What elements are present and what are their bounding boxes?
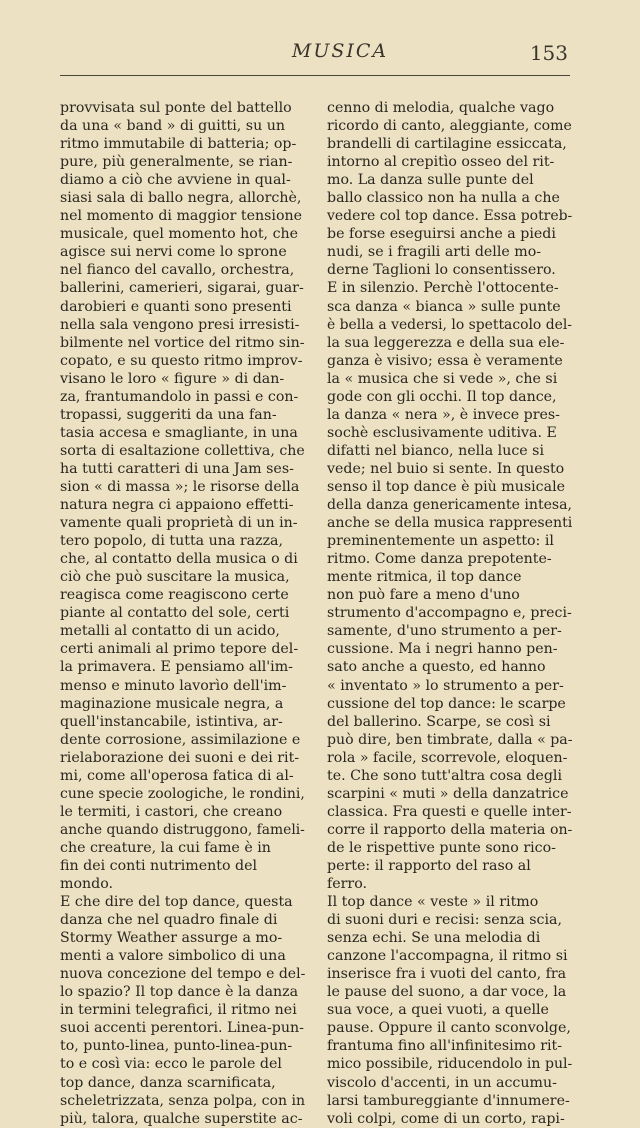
text-line: mente ritmica, il top dance xyxy=(327,569,522,586)
text-line: be forse eseguirsi anche a piedi xyxy=(327,226,556,243)
text-line: pause. Oppure il canto sconvolge, xyxy=(327,1020,571,1037)
text-line: musicale, quel momento hot, che xyxy=(60,226,299,243)
text-line: provvisata sul ponte del battello xyxy=(60,100,292,116)
text-line: sorta di esaltazione collettiva, che xyxy=(60,442,305,459)
text-line: senso il top dance è più musicale xyxy=(327,478,566,495)
text-line: to e così via: ecco le parole del xyxy=(60,1056,282,1073)
text-line: diamo a ciò che avviene in qual- xyxy=(60,172,291,189)
text-line: sion « di massa »; le risorse della xyxy=(60,478,300,495)
text-line: menti a valore simbolico di una xyxy=(60,948,286,965)
text-line: agisce sui nervi come lo sprone xyxy=(60,244,287,261)
text-line: ricordo di canto, aleggiante, come xyxy=(327,118,572,135)
right-column xyxy=(327,99,572,1128)
text-line: senza echi. Se una melodia di xyxy=(327,930,541,947)
text-line: mo. La danza sulle punte del xyxy=(327,172,534,189)
text-line: mico possibile, riducendolo in pul- xyxy=(327,1056,573,1073)
text-line: Stormy Weather assurge a mo- xyxy=(60,930,283,947)
text-line: larsi tambureggiante d'innumere- xyxy=(327,1092,570,1109)
text-line: samente, d'uno strumento a per- xyxy=(327,623,562,640)
text-line: le pause del suono, a dar voce, la xyxy=(327,984,567,1001)
text-line: che creature, la cui fame è in xyxy=(60,839,271,856)
text-line: top dance, danza scarnificata, xyxy=(60,1074,276,1091)
text-line: E che dire del top dance, questa xyxy=(60,894,293,911)
text-line: di suoni duri e recisi: senza scia, xyxy=(327,912,562,929)
text-line: vamente quali proprietà di un in- xyxy=(60,515,298,532)
text-line: sato anche a questo, ed hanno xyxy=(327,659,546,676)
text-line: strumento d'accompagno e, preci- xyxy=(327,605,572,622)
text-line: te. Che sono tutt'altra cosa degli xyxy=(327,767,562,784)
text-line: ferro. xyxy=(327,876,368,893)
text-line: vede; nel buio si sente. In questo xyxy=(327,460,565,477)
text-line: za, frantumandolo in passi e con- xyxy=(60,388,299,405)
text-line: nel momento di maggior tensione xyxy=(60,208,303,225)
text-line: nella sala vengono presi irresisti- xyxy=(60,316,300,333)
text-line: dente corrosione, assimilazione e xyxy=(60,731,301,748)
text-line: rola » facile, scorrevole, eloquen- xyxy=(327,749,568,766)
text-line: non può fare a meno d'uno xyxy=(327,587,520,604)
text-line: cussione del top dance: le scarpe xyxy=(327,695,566,712)
text-line: è bella a vedersi, lo spettacolo del- xyxy=(327,316,572,333)
text-line: gode con gli occhi. Il top dance, xyxy=(327,388,557,405)
text-line: scheletrizzata, senza polpa, con in xyxy=(60,1092,306,1109)
text-line: sua voce, a quei vuoti, a quelle xyxy=(327,1002,549,1019)
text-line: rielaborazione dei suoni e dei rit- xyxy=(60,749,300,766)
text-line: pure, più generalmente, se rian- xyxy=(60,154,293,171)
text-line: certi animali al primo tepore del- xyxy=(60,641,299,658)
text-line: Il top dance « veste » il ritmo xyxy=(327,894,539,911)
text-line: cenno di melodia, qualche vago xyxy=(327,100,555,116)
text-line: la « musica che si vede », che si xyxy=(327,370,558,387)
page-number: 153 xyxy=(529,41,568,65)
text-line: maginazione musicale negra, a xyxy=(60,695,284,712)
text-line: tero popolo, di tutta una razza, xyxy=(60,533,284,550)
text-line: copato, e su questo ritmo improv- xyxy=(60,352,303,369)
text-line: lo spazio? Il top dance è la danza xyxy=(60,984,299,1001)
text-line: preminentemente un aspetto: il xyxy=(327,533,554,550)
text-line: ha tutti caratteri di una Jam ses- xyxy=(60,460,294,477)
text-line: mondo. xyxy=(60,876,114,893)
text-line: più, talora, qualche superstite ac- xyxy=(60,1110,303,1127)
text-line: viscolo d'accenti, in un accumu- xyxy=(327,1074,557,1091)
text-line: suoi accenti perentori. Linea-pun- xyxy=(60,1020,304,1037)
text-line: ballerini, camerieri, sigarai, guar- xyxy=(60,280,304,297)
text-line: canzone l'accompagna, il ritmo si xyxy=(327,948,568,965)
text-line: de le rispettive punte sono rico- xyxy=(327,839,556,856)
text-line: ballo classico non ha nulla a che xyxy=(327,190,560,207)
page-header xyxy=(60,40,570,72)
text-line: visano le loro « figure » di dan- xyxy=(60,370,285,387)
text-line: difatti nel bianco, nella luce si xyxy=(327,442,545,459)
text-line: fin dei conti nutrimento del xyxy=(60,857,258,874)
text-line: ritmo. Come danza prepotente- xyxy=(327,551,552,568)
text-line: intorno al crepitìo osseo del rit- xyxy=(327,154,555,171)
text-line: corre il rapporto della materia on- xyxy=(327,821,573,838)
left-column xyxy=(60,99,305,1128)
text-line: anche quando distruggono, fameli- xyxy=(60,821,305,838)
text-line: perte: il rapporto del raso al xyxy=(327,857,531,874)
text-line: danza che nel quadro finale di xyxy=(60,912,278,929)
text-line: nudi, se i fragili arti delle mo- xyxy=(327,244,542,261)
text-line: classica. Fra questi e quelle inter- xyxy=(327,803,572,820)
text-line: del ballerino. Scarpe, se così si xyxy=(327,713,551,730)
text-line: brandelli di cartilagine essiccata, xyxy=(327,136,567,153)
text-line: ganza è visivo; essa è veramente xyxy=(327,352,563,369)
text-line: reagisca come reagiscono certe xyxy=(60,587,289,604)
text-line: ciò che può suscitare la musica, xyxy=(60,569,290,586)
text-line: tasia accesa e smagliante, in una xyxy=(60,424,298,441)
text-line: darobieri e quanti sono presenti xyxy=(60,298,292,315)
text-line: nuova concezione del tempo e del- xyxy=(60,966,306,983)
header-rule xyxy=(60,75,570,76)
text-line: la danza « nera », è invece pres- xyxy=(327,406,560,423)
text-line: voli colpi, come di un corto, rapi- xyxy=(327,1110,565,1127)
text-line: la primavera. E pensiamo all'im- xyxy=(60,659,293,676)
text-line: nel fianco del cavallo, orchestra, xyxy=(60,262,295,279)
text-line: derne Taglioni lo consentissero. xyxy=(327,262,556,279)
text-line: E in silenzio. Perchè l'ottocente- xyxy=(327,280,559,297)
text-line: della danza genericamente intesa, xyxy=(327,497,573,514)
text-line: bilmente nel vortice del ritmo sin- xyxy=(60,334,305,351)
text-line: « inventato » lo strumento a per- xyxy=(327,677,564,694)
text-line: le termiti, i castori, che creano xyxy=(60,803,283,820)
text-line: in termini telegrafici, il ritmo nei xyxy=(60,1002,297,1019)
text-line: menso e minuto lavorìo dell'im- xyxy=(60,677,287,694)
text-line: mi, come all'operosa fatica di al- xyxy=(60,767,294,784)
text-line: ritmo immutabile di batteria; op- xyxy=(60,136,297,153)
text-line: frantuma fino all'infinitesimo rit- xyxy=(327,1038,563,1055)
text-line: può dire, ben timbrate, dalla « pa- xyxy=(327,731,573,748)
text-line: sca danza « bianca » sulle punte xyxy=(327,298,561,315)
text-line: quell'instancabile, istintiva, ar- xyxy=(60,713,283,730)
text-line: to, punto-linea, punto-linea-pun- xyxy=(60,1038,293,1055)
text-line: tropassi, suggeriti da una fan- xyxy=(60,406,277,423)
text-line: cune specie zoologiche, le rondini, xyxy=(60,785,305,802)
running-head: MUSICA xyxy=(291,40,389,62)
text-line: cussione. Ma i negri hanno pen- xyxy=(327,641,558,658)
text-line: che, al contatto della musica o di xyxy=(60,551,298,568)
text-line: piante al contatto del sole, certi xyxy=(60,605,290,622)
text-line: vedere col top dance. Essa potreb- xyxy=(327,208,573,225)
text-line: metalli al contatto di un acido, xyxy=(60,623,280,640)
text-line: siasi sala di ballo negra, allorchè, xyxy=(60,190,302,207)
text-line: da una « band » di guitti, su un xyxy=(60,118,285,135)
text-line: sochè esclusivamente uditiva. E xyxy=(327,424,557,441)
text-line: la sua leggerezza e della sua ele- xyxy=(327,334,565,351)
text-line: scarpini « muti » della danzatrice xyxy=(327,785,569,802)
text-line: natura negra ci appaiono effetti- xyxy=(60,497,294,514)
text-line: anche se della musica rappresenti xyxy=(327,515,573,532)
text-line: inserisce fra i vuoti del canto, fra xyxy=(327,966,567,983)
